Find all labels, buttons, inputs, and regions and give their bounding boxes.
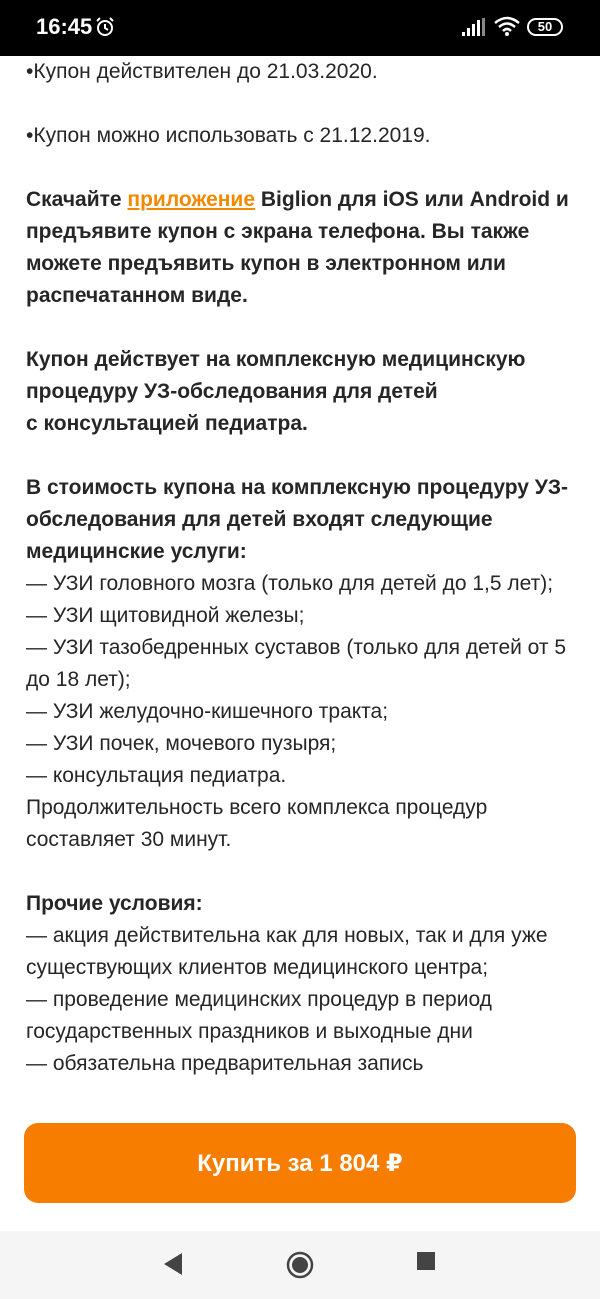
service-item: — УЗИ щитовидной железы; (26, 604, 305, 627)
buy-button[interactable] (24, 1123, 576, 1203)
status-bar (0, 0, 600, 56)
service-item: — УЗИ почек, мочевого пузыря; (26, 732, 337, 755)
download-app-text (26, 184, 578, 312)
condition-item: — обязательна предварительная запись (26, 1052, 424, 1075)
service-item: — УЗИ тазобедренных суставов (только для детей от 5 до 18 лет); (26, 636, 567, 691)
download-before: Скачайте (26, 188, 128, 211)
recents-icon[interactable] (416, 1251, 436, 1271)
signal-icon (462, 18, 486, 36)
home-icon[interactable] (286, 1251, 314, 1279)
battery-level: 50 (537, 19, 553, 34)
buy-button-label: Купить за 1 804 ₽ (197, 1149, 403, 1177)
service-item: — УЗИ желудочно-кишечного тракта; (26, 700, 389, 723)
service-item: — УЗИ головного мозга (только для детей до 1,5 лет); (26, 572, 554, 595)
back-icon[interactable] (162, 1251, 184, 1277)
coupon-details (26, 56, 578, 1080)
alarm-icon (95, 17, 115, 37)
condition-item: — акция действительна как для новых, так и для уже существующих клиентов медицинского центра; (26, 924, 548, 979)
wifi-icon (494, 16, 520, 36)
app-link[interactable]: приложение (127, 188, 256, 211)
download-after: Biglion для iOS или Android и предъявите купон с экрана телефона. Вы также можете предъявить купон в электронном или распечатанном виде. (26, 188, 569, 307)
system-nav-bar (0, 1231, 600, 1299)
battery-icon (527, 18, 563, 36)
condition-item: — проведение медицинских процедур в период государственных праздников и выходные дни (26, 988, 492, 1043)
coupon-valid-from: •Купон можно использовать с 21.12.2019. (26, 124, 431, 147)
status-time: 16:45 (36, 14, 93, 39)
other-conditions-heading: Прочие условия: (26, 892, 203, 915)
included-services-heading: В стоимость купона на комплексную процедуру УЗ-обследования для детей входят следующие медицинские услуги: (26, 476, 569, 563)
service-item: — консультация педиатра. (26, 764, 287, 787)
coupon-description-2: с консультацией педиатра. (26, 412, 308, 435)
coupon-description: Купон действует на комплексную медицинскую процедуру УЗ-обследования для детей (26, 348, 526, 403)
coupon-valid-until: •Купон действителен до 21.03.2020. (26, 60, 378, 83)
duration-text: Продолжительность всего комплекса процедур составляет 30 минут. (26, 796, 488, 851)
